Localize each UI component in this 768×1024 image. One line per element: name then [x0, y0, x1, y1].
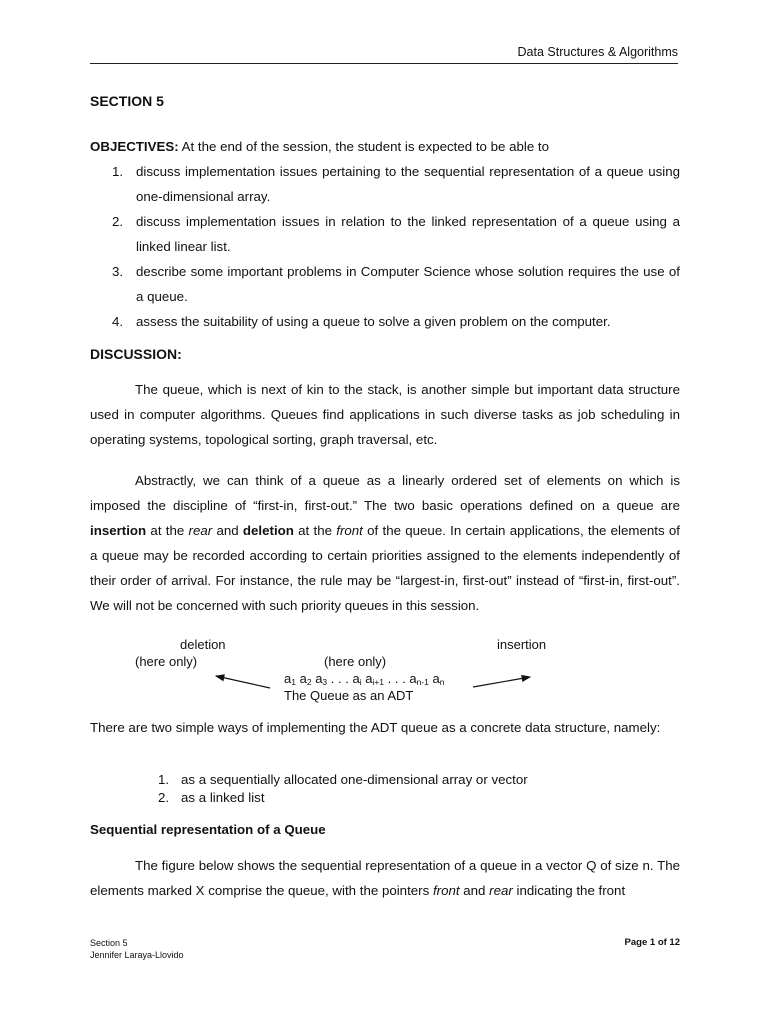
insertion-arrow	[473, 677, 530, 687]
front-term: front	[336, 523, 363, 538]
sequential-subheading: Sequential representation of a Queue	[90, 822, 326, 837]
objective-item	[90, 309, 680, 334]
objectives-intro	[90, 134, 680, 159]
way-number: 2.	[158, 790, 170, 805]
implementation-ways-intro: There are two simple ways of implementing the ADT queue as a concrete data structure, namely:	[90, 720, 661, 735]
discussion-title: DISCUSSION:	[90, 346, 182, 362]
objective-number: 2.	[112, 214, 124, 229]
p2-text-c: and	[212, 523, 243, 538]
p2-text-e: of the queue. In certain applications, the elements of a queue may be recorded according to certain priorities assigned to the elements independently of their order of arrival. For instance, the rule may be “largest-in, first-out” instead of “first-in, first-out”. We will not be concerned with such priority queues in this session.	[90, 523, 680, 613]
objective-text: assess the suitability of using a queue to solve a given problem on the computer.	[136, 314, 611, 329]
sequential-paragraph: The figure below shows the sequential representation of a queue in a vector Q of size n. The elements marked X comprise the queue, with the pointers front and rear indicating the front	[90, 858, 680, 898]
running-header: Data Structures & Algorithms	[90, 45, 678, 64]
section-title: SECTION 5	[90, 93, 164, 109]
footer-left	[90, 937, 184, 961]
objective-number: 4.	[112, 314, 124, 329]
insertion-term: insertion	[90, 523, 147, 538]
p2-text-a: Abstractly, we can think of a queue as a linearly ordered set of elements on which is imposed the discipline of “first-in, first-out.” The two basic operations defined on a queue are	[90, 473, 680, 513]
discussion-paragraph-2	[90, 468, 680, 618]
here-only-left-label: (here only)	[135, 654, 198, 669]
objective-item	[90, 159, 680, 209]
way-item	[158, 771, 528, 789]
objective-text: describe some important problems in Computer Science whose solution requires the use of a queue.	[136, 264, 680, 304]
objectives-list	[90, 159, 680, 334]
footer-author: Jennifer Laraya-Llovido	[90, 950, 184, 960]
p2-text-b: at the	[146, 523, 189, 538]
objectives-label: OBJECTIVES:	[90, 139, 179, 154]
objective-number: 1.	[112, 164, 124, 179]
objectives-intro-text: At the end of the session, the student is expected to be able to	[178, 139, 550, 154]
objectives-block	[90, 134, 680, 334]
objective-text: discuss implementation issues in relation to the linked representation of a queue using a linked linear list.	[136, 214, 680, 254]
insertion-label: insertion	[497, 637, 547, 652]
p2-text-d: at the	[293, 523, 337, 538]
footer-page-number: Page 1 of 12	[624, 937, 680, 948]
way-number: 1.	[158, 772, 170, 787]
way-text: as a sequentially allocated one-dimensional array or vector	[181, 772, 528, 787]
implementation-ways-list	[158, 771, 528, 807]
here-only-mid-label: (here only)	[324, 654, 387, 669]
deletion-label: deletion	[180, 637, 226, 652]
figure-caption: The Queue as an ADT	[284, 688, 414, 703]
objective-text: discuss implementation issues pertaining to the sequential representation of a queue using one-dimensional array.	[136, 164, 680, 204]
deletion-term: deletion	[242, 523, 294, 538]
footer-section: Section 5	[90, 938, 128, 948]
front-pointer-term: front	[432, 883, 460, 898]
rear-term: rear	[188, 523, 213, 538]
objective-item	[90, 259, 680, 309]
deletion-arrow	[216, 676, 270, 688]
way-text: as a linked list	[181, 790, 265, 805]
way-item	[158, 789, 528, 807]
queue-elements: $a_1$ $a_2$ $a_3$ . . . $a_i$ $a_{i+1}$ . . . $a_{n-1}$ $a_n$	[284, 671, 445, 687]
objective-number: 3.	[112, 264, 124, 279]
rear-pointer-term: rear	[489, 883, 513, 898]
discussion-paragraph-1: The queue, which is next of kin to the stack, is another simple but important data structure used in computer algorithms. Queues find applications in such diverse tasks as job scheduling in operating systems, topological sorting, graph traversal, etc.	[90, 382, 680, 447]
objective-item	[90, 209, 680, 259]
